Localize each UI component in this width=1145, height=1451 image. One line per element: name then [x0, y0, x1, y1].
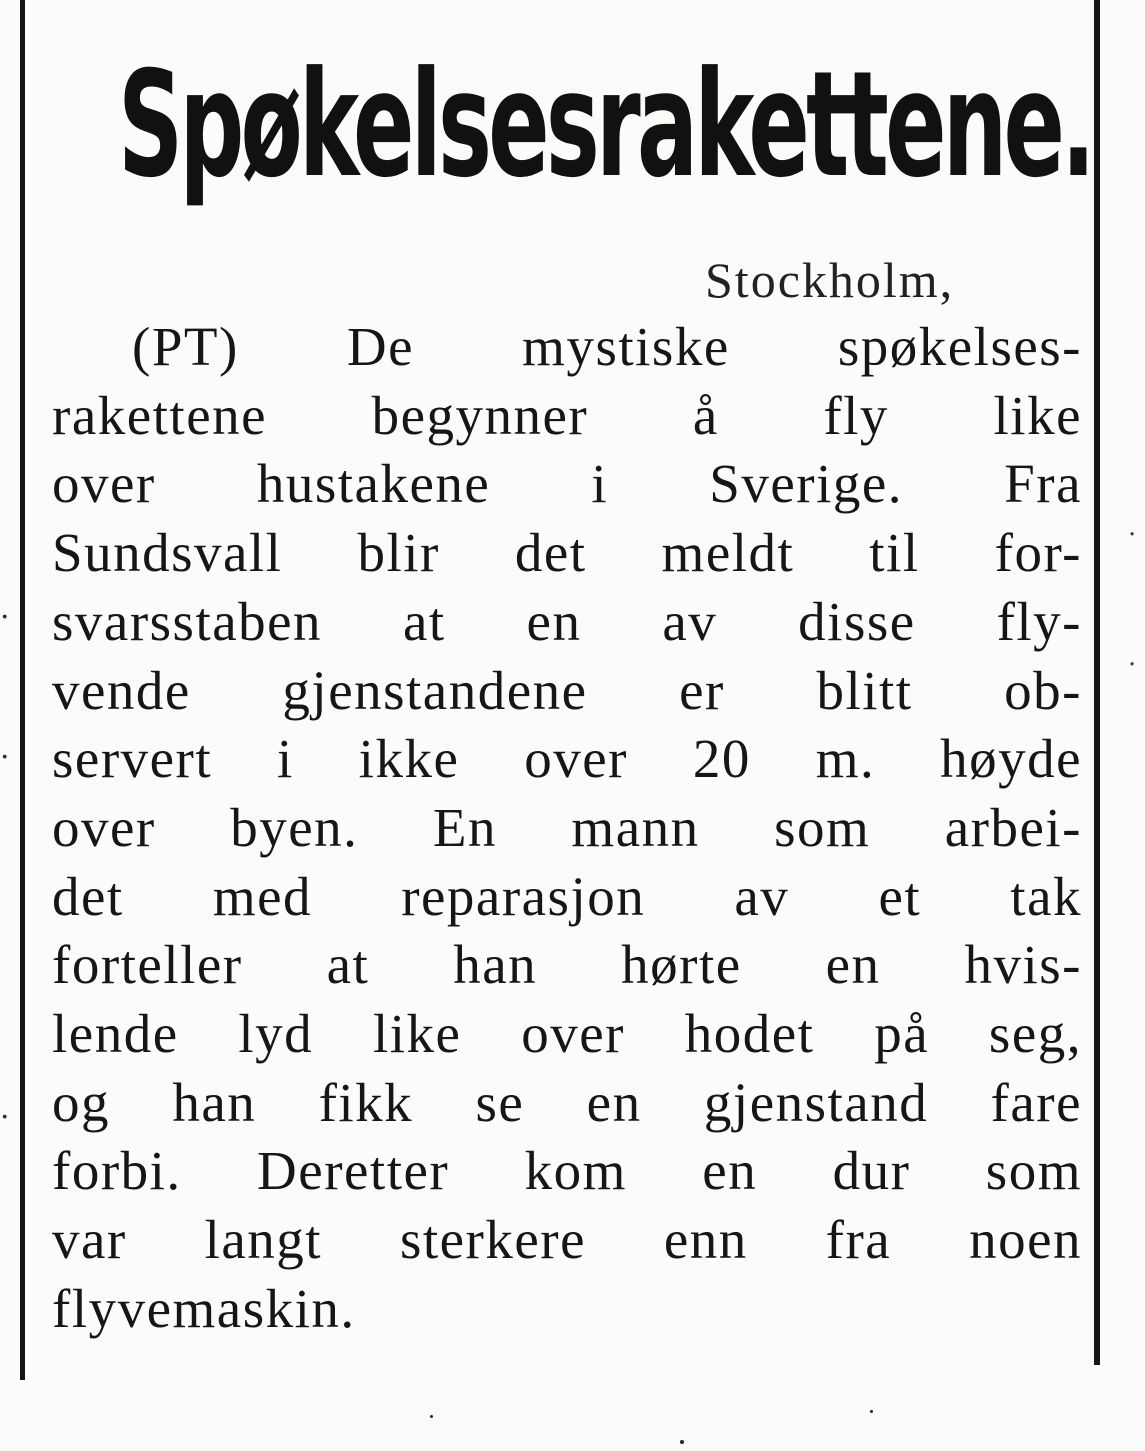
margin-mark: · — [1128, 650, 1137, 680]
body-line: rakettene begynner å fly like — [52, 384, 1082, 446]
column-rule-left — [20, 0, 25, 1380]
body-line: Sundsvall blir det meldt til for- — [52, 522, 1082, 584]
article-body — [52, 313, 1082, 1344]
body-line: var langt sterkere enn fra noen — [52, 1209, 1082, 1271]
body-line: forteller at han hørte en hvis- — [52, 934, 1082, 996]
body-line: svarsstaben at en av disse fly- — [52, 590, 1082, 652]
body-line: over hustakene i Sverige. Fra — [52, 453, 1082, 515]
headline: Spøkelsesrakettene. — [118, 40, 1092, 210]
margin-mark: · — [0, 1100, 10, 1135]
body-line: forbi. Deretter kom en dur som — [52, 1140, 1082, 1202]
print-speck — [680, 1440, 684, 1444]
column-rule-right — [1094, 0, 1100, 1365]
body-line: lende lyd like over hodet på seg, — [52, 1003, 1082, 1065]
body-line: servert i ikke over 20 m. høyde — [52, 728, 1082, 790]
body-line: over byen. En mann som arbei- — [52, 796, 1082, 858]
margin-mark: · — [0, 600, 10, 635]
dateline: Stockholm, — [705, 252, 955, 308]
body-line: og han fikk se en gjenstand fare — [52, 1071, 1082, 1133]
margin-mark: · — [0, 740, 10, 775]
print-speck — [870, 1410, 873, 1413]
print-speck — [430, 1415, 433, 1418]
margin-mark: · — [1128, 520, 1137, 550]
body-line: det med reparasjon av et tak — [52, 865, 1082, 927]
body-line: flyvemaskin. — [52, 1277, 356, 1339]
body-line: vende gjenstandene er blitt ob- — [52, 659, 1082, 721]
body-line: (PT) De mystiske spøkelses- — [132, 316, 1082, 377]
